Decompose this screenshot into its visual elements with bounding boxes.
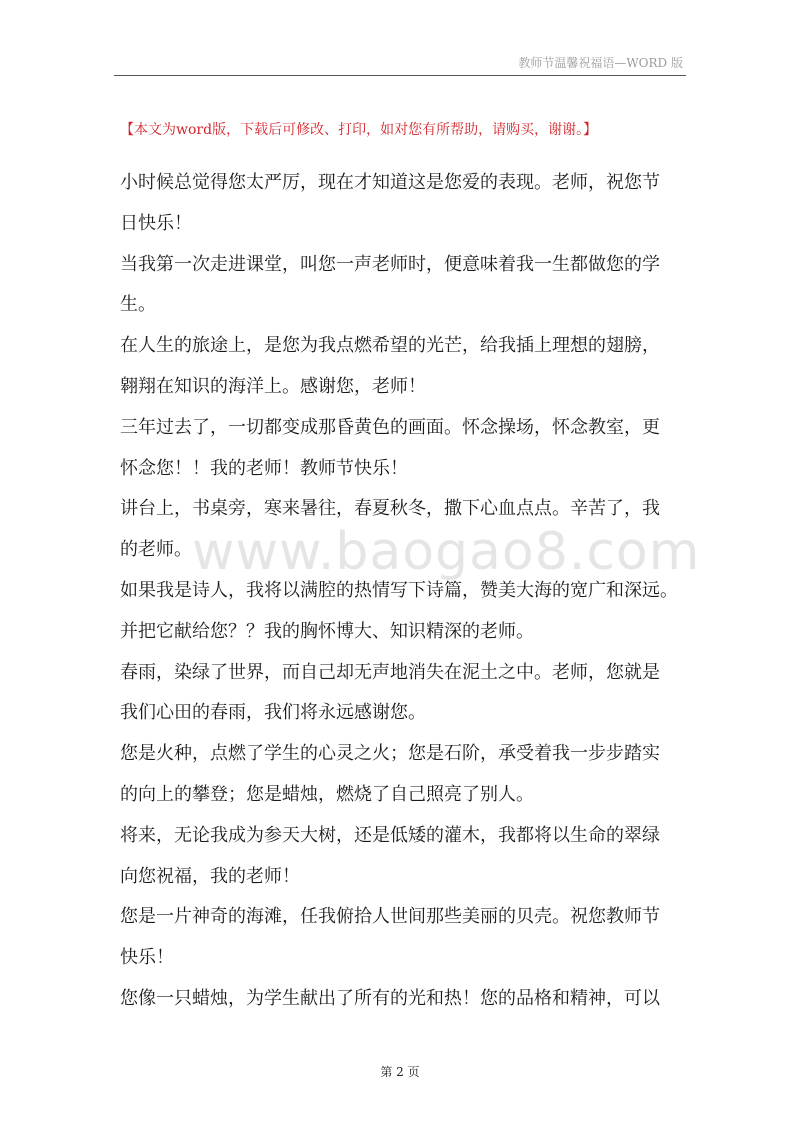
paragraph-line: 我们心田的春雨，我们将永远感谢您。 [120, 702, 426, 724]
paragraph-line: 日快乐！ [120, 212, 192, 234]
paragraph-line: 怀念您！！我的老师！教师节快乐！ [120, 457, 408, 479]
header-divider [114, 75, 686, 76]
paragraph-line: 的向上的攀登；您是蜡烛，燃烧了自己照亮了别人。 [120, 783, 534, 805]
paragraph-line: 将来，无论我成为参天大树，还是低矮的灌木，我都将以生命的翠绿 [120, 824, 660, 846]
paragraph-line: 翱翔在知识的海洋上。感谢您，老师！ [120, 375, 426, 397]
paragraph-line: 生。 [120, 294, 156, 316]
paragraph-line: 三年过去了，一切都变成那昏黄色的画面。怀念操场，怀念教室，更 [120, 416, 660, 438]
paragraph-line: 如果我是诗人，我将以满腔的热情写下诗篇，赞美大海的宽广和深远。 [120, 579, 678, 601]
header-title: 教师节温馨祝福语—WORD 版 [518, 56, 683, 70]
paragraph-line: 快乐！ [120, 947, 174, 969]
paragraph-line: 小时候总觉得您太严厉，现在才知道这是您爱的表现。老师，祝您节 [120, 172, 660, 193]
paragraph-line: 向您祝福，我的老师！ [120, 865, 300, 887]
download-notice: 【本文为word版，下载后可修改、打印，如对您有所帮助，请购买，谢谢。】 [120, 122, 598, 138]
paragraph-line: 当我第一次走进课堂，叫您一声老师时，便意味着我一生都做您的学 [120, 253, 660, 275]
paragraph-line: 在人生的旅途上，是您为我点燃希望的光芒，给我插上理想的翅膀， [120, 335, 660, 357]
paragraph-line: 的老师。 [120, 539, 192, 561]
paragraph-line: 春雨，染绿了世界，而自己却无声地消失在泥土之中。老师，您就是 [120, 661, 660, 683]
paragraph-line: 您是火种，点燃了学生的心灵之火；您是石阶，承受着我一步步踏实 [120, 743, 660, 765]
paragraph-line: 您像一只蜡烛，为学生献出了所有的光和热！您的品格和精神，可以 [120, 987, 660, 1009]
watermark: www.baogao8.com [192, 522, 701, 582]
document-body [120, 163, 686, 1020]
page-number: 第 2 页 [380, 1065, 420, 1079]
paragraph-line: 讲台上，书桌旁，寒来暑往，春夏秋冬，撒下心血点点。辛苦了，我 [120, 498, 660, 520]
paragraph-line: 并把它献给您？？我的胸怀博大、知识精深的老师。 [120, 620, 534, 642]
paragraph-line: 您是一片神奇的海滩，任我俯拾人世间那些美丽的贝壳。祝您教师节 [120, 906, 660, 928]
